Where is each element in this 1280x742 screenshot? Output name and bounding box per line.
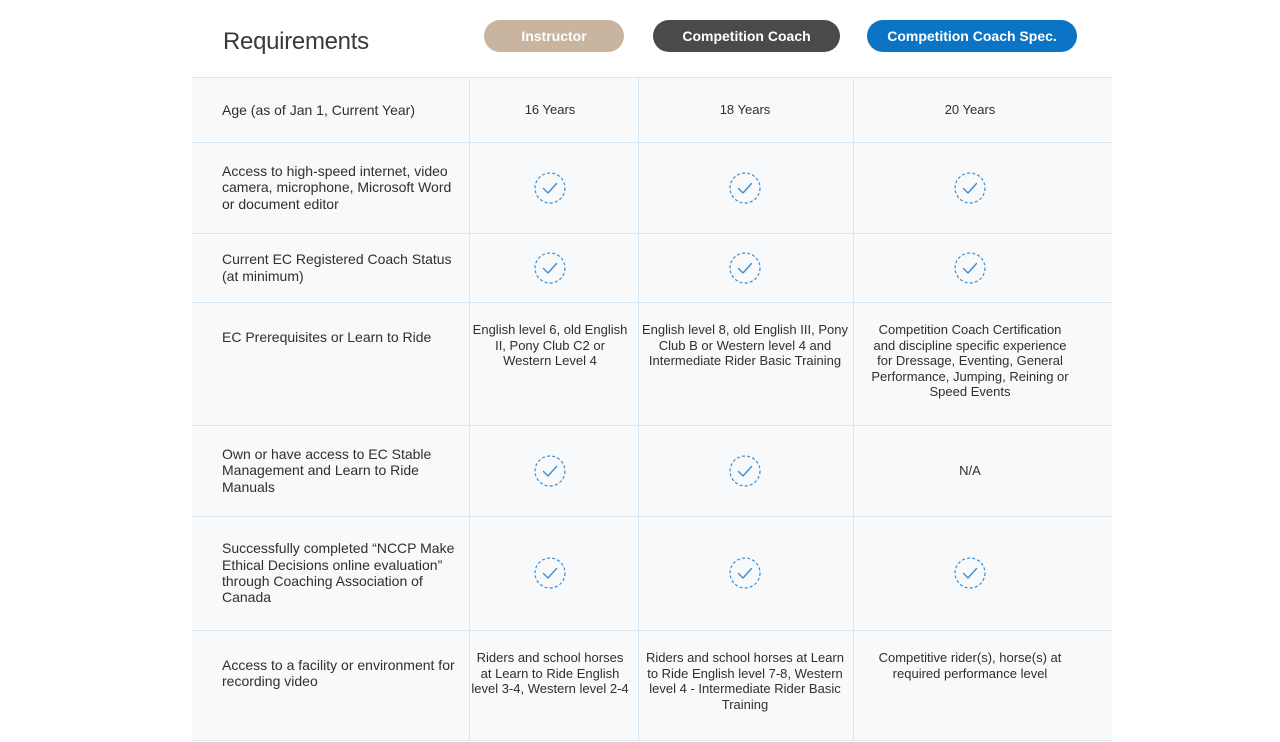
- check-icon: [470, 142, 630, 233]
- requirement-value: N/A: [959, 462, 981, 478]
- table-row: [192, 516, 1112, 631]
- requirement-value: 18 Years: [719, 102, 771, 118]
- row-label: Current EC Registered Coach Status (at minimum): [222, 251, 452, 284]
- requirement-value: English level 6, old English II, Pony Club C2 or Western Level 4: [472, 322, 628, 368]
- row-label: Access to high-speed internet, video camera, microphone, Microsoft Word or document editor: [222, 163, 452, 212]
- column-header-competition-coach: Competition Coach: [653, 20, 840, 52]
- check-icon: [640, 233, 850, 302]
- check-icon: [470, 516, 630, 630]
- requirement-value: 16 Years: [524, 102, 576, 118]
- check-icon: [640, 425, 850, 516]
- column-header-instructor: Instructor: [484, 20, 624, 52]
- column-header-competition-coach-spec: Competition Coach Spec.: [867, 20, 1077, 52]
- check-icon: [640, 516, 850, 630]
- requirement-value: Riders and school horses at Learn to Ride English level 3-4, Western level 2-4: [471, 650, 629, 696]
- table-row: [192, 78, 1112, 143]
- check-icon: [470, 233, 630, 302]
- table-row: [192, 302, 1112, 426]
- requirement-value: English level 8, old English III, Pony Club B or Western level 4 and Intermediate Rider Basic Training: [642, 322, 848, 368]
- requirements-table: [192, 77, 1112, 740]
- page-title: Requirements: [223, 28, 369, 55]
- table-row: [192, 630, 1112, 741]
- row-label: Successfully completed “NCCP Make Ethical Decisions online evaluation” through Coaching Association of Canada: [222, 540, 455, 606]
- requirement-value: Riders and school horses at Learn to Ride English level 7-8, Western level 4 - Intermediate Rider Basic Training: [645, 650, 844, 712]
- check-icon: [867, 516, 1073, 630]
- row-label: Age (as of Jan 1, Current Year): [222, 101, 415, 118]
- check-icon: [470, 425, 630, 516]
- row-label: Own or have access to EC Stable Management and Learn to Ride Manuals: [222, 446, 432, 495]
- table-row: [192, 142, 1112, 234]
- requirement-value: Competitive rider(s), horse(s) at required performance level: [878, 650, 1062, 681]
- check-icon: [640, 142, 850, 233]
- check-icon: [867, 233, 1073, 302]
- table-row: [192, 233, 1112, 303]
- table-row: [192, 425, 1112, 517]
- row-label: Access to a facility or environment for recording video: [222, 657, 455, 690]
- requirement-value: Competition Coach Certification and discipline specific experience for Dressage, Eventing, General Performance, Jumping, Reining or Speed Events: [871, 322, 1069, 399]
- check-icon: [867, 142, 1073, 233]
- requirement-value: 20 Years: [944, 102, 996, 118]
- row-label: EC Prerequisites or Learn to Ride: [222, 329, 432, 345]
